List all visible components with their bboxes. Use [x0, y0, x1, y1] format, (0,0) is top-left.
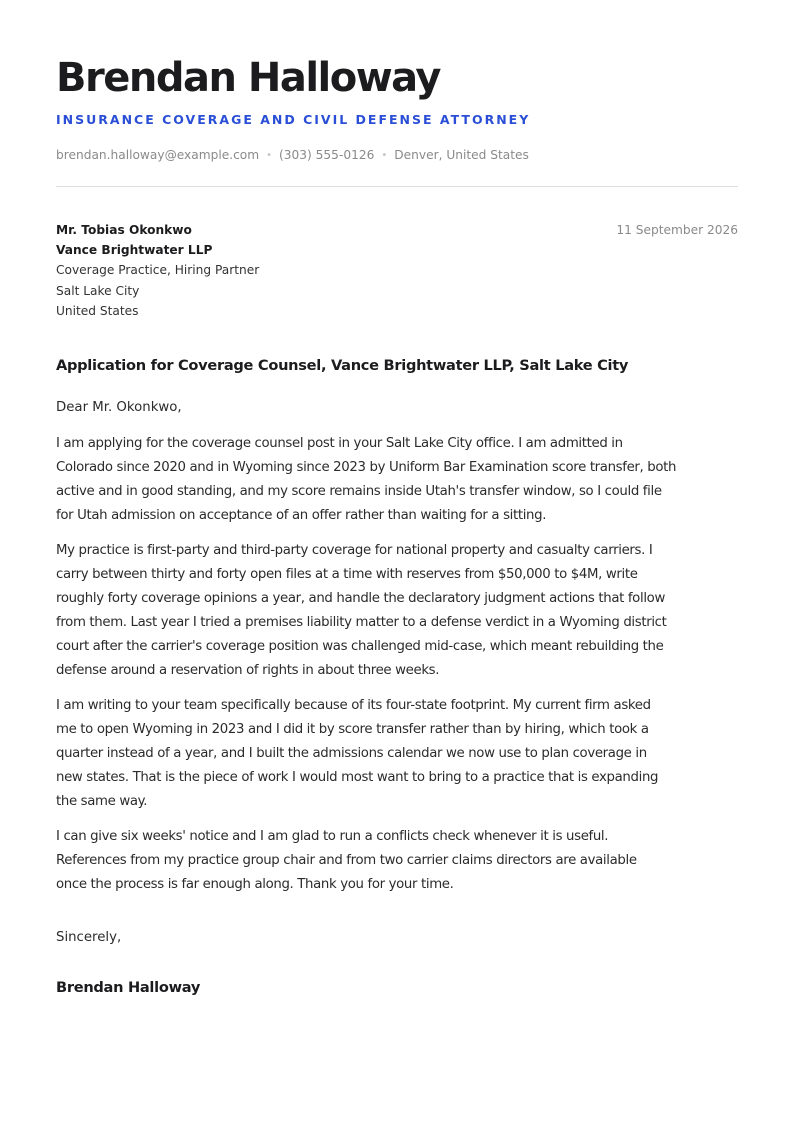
contact-line [56, 147, 529, 164]
paragraph-line: I can give six weeks' notice and I am glad to run a conflicts check whenever it is useful. [56, 829, 609, 844]
paragraph-line: the same way. [56, 794, 148, 809]
recipient-block [56, 220, 259, 321]
body-paragraph-3 [56, 694, 738, 814]
paragraph-line: carry between thirty and forty open files at a time with reserves from $50,000 to $4M, write [56, 567, 638, 582]
body-paragraph-1 [56, 432, 738, 528]
paragraph-line: I am applying for the coverage counsel post in your Salt Lake City office. I am admitted in [56, 436, 623, 451]
recipient-firm: Vance Brightwater LLP [56, 243, 213, 258]
paragraph-line: me to open Wyoming in 2023 and I did it by score transfer rather than by hiring, which took a [56, 722, 649, 737]
recipient-role: Coverage Practice, Hiring Partner [56, 263, 260, 278]
paragraph-line: new states. That is the piece of work I would most want to bring to a practice that is expanding [56, 770, 659, 785]
body-paragraph-2 [56, 539, 738, 683]
paragraph-line: References from my practice group chair and from two carrier claims directors are available [56, 853, 637, 868]
letter-signature: Brendan Halloway [56, 979, 201, 996]
applicant-name: Brendan Halloway [56, 55, 441, 101]
paragraph-line: for Utah admission on acceptance of an offer rather than waiting for a sitting. [56, 508, 547, 523]
body-paragraph-4 [56, 825, 738, 897]
applicant-title: INSURANCE COVERAGE AND CIVIL DEFENSE ATTORNEY [56, 112, 531, 127]
contact-phone[interactable]: (303) 555-0126 [279, 148, 375, 162]
recipient-name: Mr. Tobias Okonkwo [56, 223, 192, 237]
paragraph-line: Colorado since 2020 and in Wyoming since 2023 by Uniform Bar Examination score transfer, both [56, 460, 677, 475]
letter-date: 11 September 2026 [616, 223, 738, 237]
contact-email[interactable]: brendan.halloway@example.com [56, 148, 260, 162]
paragraph-line: active and in good standing, and my score remains inside Utah's transfer window, so I could file [56, 484, 662, 499]
recipient-city: Salt Lake City [56, 283, 140, 298]
header-divider [56, 186, 738, 187]
paragraph-line: roughly forty coverage opinions a year, and handle the declaratory judgment actions that follow [56, 591, 665, 606]
letter-subject: Application for Coverage Counsel, Vance Brightwater LLP, Salt Lake City [56, 357, 629, 374]
paragraph-line: defense around a reservation of rights in about three weeks. [56, 663, 440, 678]
paragraph-line: from them. Last year I tried a premises liability matter to a defense verdict in a Wyoming district [56, 615, 667, 630]
paragraph-line: quarter instead of a year, and I built the admissions calendar we now use to plan coverage in [56, 746, 647, 761]
paragraph-line: court after the carrier's coverage position was challenged mid-case, which meant rebuilding the [56, 639, 664, 654]
contact-location: Denver, United States [394, 148, 529, 162]
paragraph-line: My practice is first-party and third-party coverage for national property and casualty carriers. I [56, 543, 653, 558]
contact-separator: • [381, 150, 388, 161]
paragraph-line: I am writing to your team specifically because of its four-state footprint. My current firm asked [56, 698, 651, 713]
paragraph-line: once the process is far enough along. Thank you for your time. [56, 877, 454, 892]
letter-salutation: Dear Mr. Okonkwo, [56, 400, 182, 415]
letter-closing: Sincerely, [56, 930, 122, 945]
recipient-country: United States [56, 303, 139, 318]
contact-separator: • [266, 150, 273, 161]
